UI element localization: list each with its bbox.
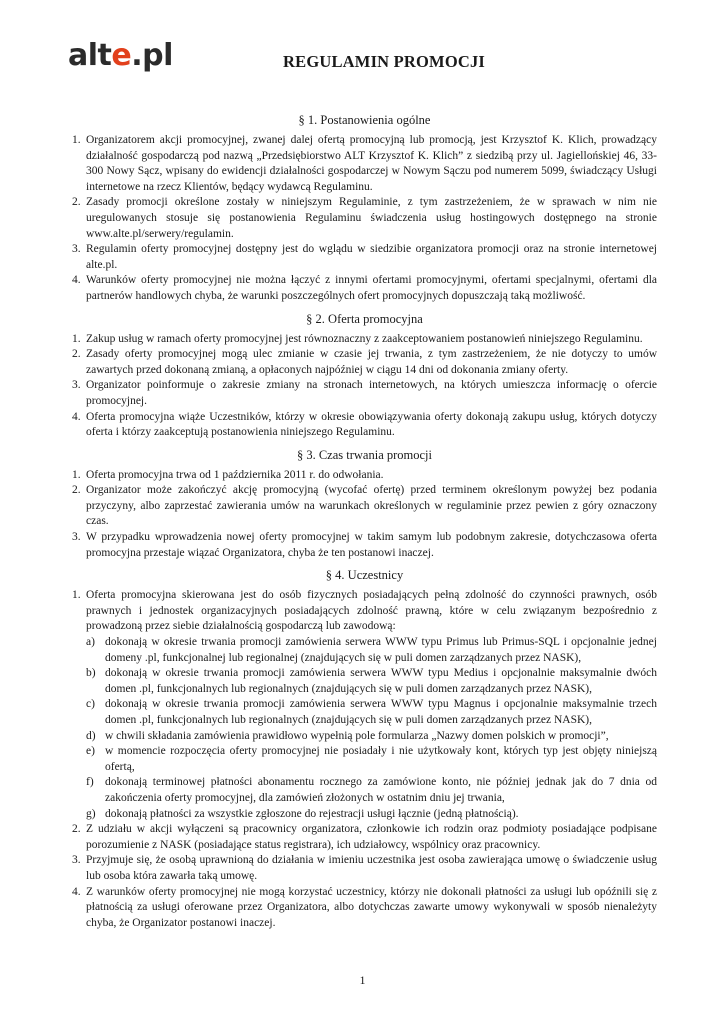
- list-item: [72, 530, 657, 561]
- list-item: [72, 588, 657, 822]
- item-text: Organizatorem akcji promocyjnej, zwanej dalej ofertą promocyjną lub promocją, jest Krzysztof K. Klich, prowadzący działalność gospodarczą pod nazwą „Przedsiębiorstwo ALT Krzysztof K. Klich” z siedzibą przy ul. Jagiellońskiej 46, 33-300 Nowy Sącz, wpisany do ewidencji działalności gospodarczej w Nowym Sączu pod numerem 5099, świadczący Usługi internetowe na rzecz Klientów, będący wydawcą Regulaminu.: [86, 134, 657, 193]
- list-item: [72, 410, 657, 441]
- sub-list-item: [86, 666, 657, 697]
- item-text: Warunków oferty promocyjnej nie można łączyć z innymi ofertami promocyjnymi, ofertami specjalnymi, ofertami dla partnerów handlowych chyba, że warunki poszczególnych ofert promocyjnych dopuszczają taką możliwość.: [86, 274, 657, 302]
- section-list: [72, 468, 657, 562]
- item-number: 4.: [72, 274, 81, 287]
- item-number: 3.: [72, 379, 81, 392]
- list-item: [72, 885, 657, 932]
- section-2: [72, 311, 657, 441]
- sub-list-item: [86, 697, 657, 728]
- item-number: 3.: [72, 243, 81, 256]
- sub-item-letter: d): [86, 729, 96, 742]
- sub-item-letter: f): [86, 776, 94, 789]
- item-text: Oferta promocyjna wiąże Uczestników, którzy w okresie obowiązywania oferty dokonają zakupu usług, których dotyczy oferta i którzy zaakceptują postanowienia niniejszego Regulaminu.: [86, 410, 657, 439]
- item-text: Oferta promocyjna skierowana jest do osób fizycznych posiadających pełną zdolność do czynności prawnych, osób prawnych i jednostek organizacyjnych posiadających zdolność prawną, które w celu związanym bezpośrednio z prowadzoną przez siebie działalnością gospodarczą lub zawodową:: [86, 589, 657, 633]
- sub-list: [86, 635, 657, 822]
- sub-item-letter: g): [86, 807, 96, 820]
- section-heading: § 3. Czas trwania promocji: [296, 447, 433, 462]
- item-number: 4.: [72, 885, 81, 898]
- sub-item-letter: c): [86, 698, 95, 711]
- sub-list-item: [86, 775, 657, 806]
- list-item: [72, 347, 657, 378]
- sub-item-text: w chwili składania zamówienia prawidłowo wypełnią pole formularza „Nazwy domen polskich w promocji”,: [105, 729, 609, 742]
- item-text: Z udziału w akcji wyłączeni są pracownicy organizatora, członkowie ich rodzin oraz podmioty posiadające podpisane porozumienie z NASK (posiadające status registrara), ich udziałowcy, wspólnicy oraz pracownicy.: [86, 823, 657, 851]
- list-item: [72, 853, 657, 884]
- item-text: Organizator poinformuje o zakresie zmiany na stronach internetowych, na których umieszcza informację o ofercie promocyjnej.: [86, 379, 657, 407]
- item-number: 1.: [72, 134, 81, 146]
- item-number: 3.: [72, 854, 81, 867]
- section-4: [72, 567, 657, 931]
- list-item: [72, 332, 657, 348]
- sub-item-letter: a): [86, 636, 95, 649]
- alte-logo: [68, 38, 173, 73]
- item-number: 1.: [72, 332, 81, 345]
- section-3: [72, 447, 657, 562]
- item-number: 2.: [72, 348, 81, 361]
- document-title: REGULAMIN PROMOCJI: [283, 52, 486, 71]
- item-number: 4.: [72, 410, 81, 423]
- sub-item-text: dokonają w okresie trwania promocji zamówienia serwera WWW typu Primus lub Primus-SQL i opcjonalnie jednej domeny .pl, funkcjonalnej lub regionalnej (znajdujących się w puli domen zarządzanych przez NASK),: [105, 636, 657, 664]
- sub-item-text: dokonają w okresie trwania promocji zamówienia serwera WWW typu Medius i opcjonalnie maksymalnie dwóch domen .pl, funkcjonalnych lub regionalnych (znajdujących się w puli domen zarządzanych przez NASK),: [105, 667, 657, 695]
- item-number: 1.: [72, 468, 81, 481]
- item-number: 3.: [72, 531, 81, 544]
- section-list: [72, 332, 657, 441]
- list-item: [72, 378, 657, 409]
- sub-list-item: [86, 744, 657, 775]
- list-item: [72, 242, 657, 273]
- section-list: [72, 133, 657, 305]
- list-item: [72, 483, 657, 530]
- item-number: 2.: [72, 196, 81, 209]
- section-1: [72, 112, 657, 305]
- sub-item-text: w momencie rozpoczęcia oferty promocyjnej nie posiadały i nie użytkowały kont, których typ jest objęty niniejszą ofertą,: [105, 745, 657, 773]
- item-text: Oferta promocyjna trwa od 1 października 2011 r. do odwołania.: [86, 468, 384, 481]
- page-number: 1: [359, 973, 366, 987]
- item-text: Zasady oferty promocyjnej mogą ulec zmianie w czasie jej trwania, z tym zastrzeżeniem, że nie dotyczy to umów zawartych przed dokonaną zmianą, a opłaconych najpóźniej w ciągu 14 dni od dokonania zmiany oferty.: [86, 348, 657, 376]
- list-item: [72, 195, 657, 242]
- document-body: [72, 112, 657, 937]
- sub-item-text: dokonają płatności za wszystkie zgłoszone do rejestracji usługi łącznie (jedną płatnością).: [105, 807, 519, 820]
- logo-text-main: alt: [68, 38, 112, 73]
- logo-text-accent: e: [111, 38, 132, 73]
- item-text: Zasady promocji określone zostały w niniejszym Regulaminie, z tym zastrzeżeniem, że w sprawach w nim nie uregulowanych stosuje się postanowienia Regulaminu świadczenia usług hostingowych dostępnego na stronie www.alte.pl/serwery/regulamin.: [86, 196, 657, 240]
- item-text: Przyjmuje się, że osobą uprawnioną do działania w imieniu uczestnika jest osoba zawierająca umowę o świadczenie usług lub osoba która zawarła taką umowę.: [86, 854, 657, 882]
- item-text: Zakup usług w ramach oferty promocyjnej jest równoznaczny z zaakceptowaniem postanowień niniejszego Regulaminu.: [86, 332, 643, 345]
- list-item: [72, 822, 657, 853]
- sub-item-text: dokonają terminowej płatności abonamentu rocznego za zamówione konto, nie później jednak jak do 7 dnia od zakończenia oferty promocyjnej, dla zamówień złożonych w ostatnim dniu jej trwania,: [105, 776, 657, 804]
- section-heading: § 4. Uczestnicy: [325, 568, 404, 583]
- item-text: W przypadku wprowadzenia nowej oferty promocyjnej w takim samym lub podobnym zakresie, dotychczasowa oferta promocyjna przestaje wiązać Organizatora, chyba że ten postanowi inaczej.: [86, 531, 657, 559]
- item-text: Regulamin oferty promocyjnej dostępny jest do wglądu w siedzibie organizatora promocji oraz na stronie internetowej alte.pl.: [86, 243, 657, 271]
- list-item: [72, 468, 657, 484]
- item-text: Z warunków oferty promocyjnej nie mogą korzystać uczestnicy, którzy nie dokonali płatności za usługi lub opóźnili się z płatnością za usługi oferowane przez Organizatora, albo dotychczas zawarte umowy wykonywali w sposób nienależyty chyba, że Organizator postanowi inaczej.: [86, 885, 657, 929]
- sub-list-item: [86, 807, 657, 823]
- item-text: Organizator może zakończyć akcję promocyjną (wycofać ofertę) przed terminem określonym powyżej bez podania przyczyny, albo zaprzestać zawierania umów na warunkach określonych w regulaminie przez pewien z góry oznaczony czas.: [86, 484, 657, 528]
- section-list: [72, 588, 657, 931]
- sub-list-item: [86, 635, 657, 666]
- sub-item-letter: e): [86, 745, 95, 758]
- item-number: 1.: [72, 589, 81, 602]
- section-heading: § 1. Postanowienia ogólne: [298, 113, 431, 127]
- item-number: 2.: [72, 484, 81, 497]
- logo-text-tail: .pl: [131, 38, 173, 73]
- sub-item-letter: b): [86, 667, 96, 680]
- list-item: [72, 273, 657, 304]
- item-number: 2.: [72, 823, 81, 836]
- section-heading: § 2. Oferta promocyjna: [306, 311, 423, 326]
- list-item: [72, 133, 657, 195]
- sub-list-item: [86, 729, 657, 745]
- sub-item-text: dokonają w okresie trwania promocji zamówienia serwera WWW typu Magnus i opcjonalnie maksymalnie trzech domen .pl, funkcjonalnych lub regionalnych (znajdujących się w puli domen zarządzanych przez NASK),: [105, 698, 657, 726]
